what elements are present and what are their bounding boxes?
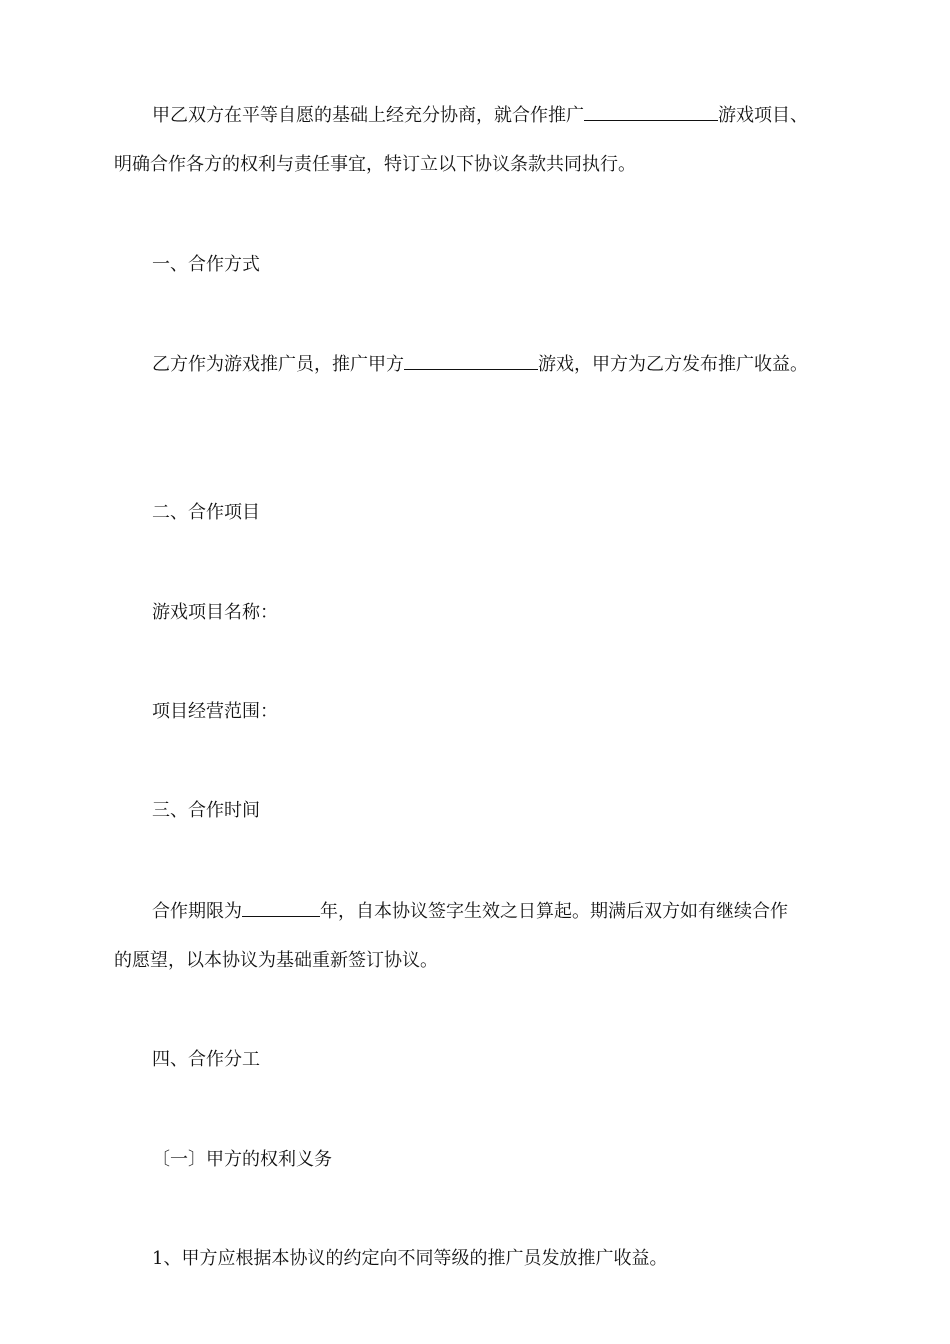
section-1-text-before-blank: 乙方作为游戏推广员，推广甲方 [152, 354, 404, 375]
section-3-text-line-1 [152, 899, 788, 924]
intro-text-before-blank: 甲乙双方在平等自愿的基础上经充分协商，就合作推广 [152, 105, 584, 126]
section-4-subheading: 〔一〕甲方的权利义务 [152, 1149, 332, 1170]
project-scope-label: 项目经营范围： [152, 701, 278, 722]
section-3-heading: 三、合作时间 [152, 800, 260, 821]
intro-text-after-blank: 游戏项目、 [718, 105, 808, 126]
section-1-text [152, 352, 808, 377]
intro-line-1 [152, 103, 808, 128]
section-4-heading: 四、合作分工 [152, 1049, 260, 1070]
section-3-text-before-blank: 合作期限为 [152, 901, 242, 922]
section-1-text-after-blank: 游戏，甲方为乙方发布推广收益。 [538, 354, 808, 375]
section-1-heading: 一、合作方式 [152, 254, 260, 275]
game-project-name-label: 游戏项目名称： [152, 602, 278, 623]
section-3-text-after-blank: 年，自本协议签字生效之日算起。期满后双方如有继续合作 [320, 901, 788, 922]
intro-line-2: 明确合作各方的权利与责任事宜，特订立以下协议条款共同执行。 [114, 154, 636, 175]
game-blank [404, 352, 538, 370]
years-blank [242, 899, 320, 917]
section-3-text-line-2: 的愿望，以本协议为基础重新签订协议。 [114, 950, 438, 971]
section-4-clause-1: 1、甲方应根据本协议的约定向不同等级的推广员发放推广收益。 [152, 1248, 668, 1269]
game-name-blank [584, 103, 718, 121]
section-2-heading: 二、合作项目 [152, 502, 260, 523]
